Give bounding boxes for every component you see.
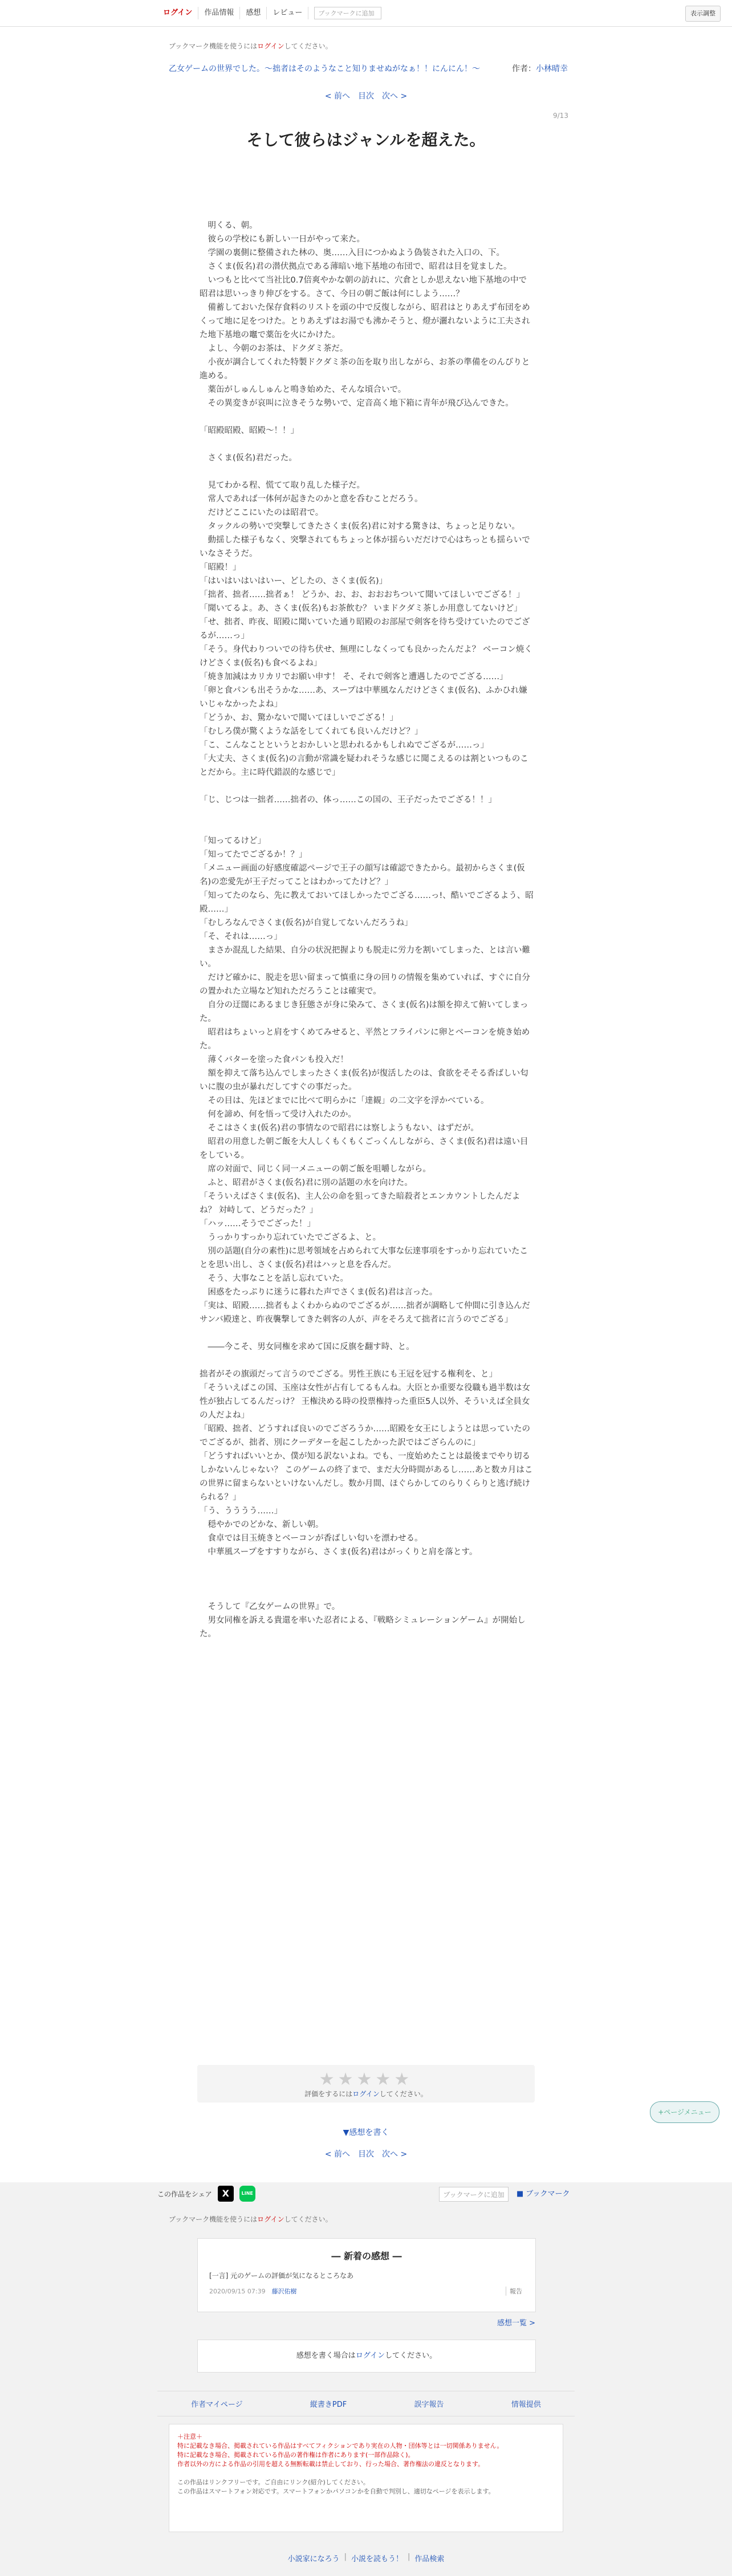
- body-paragraph: 中華風スープをすすりながら、さくま(仮名)君はがっくりと肩を落とす。: [200, 1548, 478, 1557]
- episode-title: そして彼らはジャンルを超えた。: [246, 130, 486, 149]
- recent-reviews-heading: ― 新着の感想 ―: [331, 2251, 402, 2261]
- rating-note-suffix: してください。: [379, 2090, 428, 2098]
- body-paragraph: 「知ってるけど」: [200, 836, 266, 846]
- body-paragraph: 常人であれば一体何が起きたのかと意を呑むことだろう。: [200, 495, 423, 504]
- bookmark-login-link-footer[interactable]: ログイン: [257, 2215, 284, 2223]
- body-paragraph: 昭君の用意した朝ご飯を大人しくもくもくごっくんしながら、さくま(仮名)君は遠い目をしている。: [200, 1137, 528, 1160]
- body-paragraph: 「拙者、拙者……拙者ぁ！ どうか、お、お、おおおちついて聞いてほしいでござる！」: [200, 590, 524, 599]
- body-paragraph: 「焼き加減はカリカリでお願い申す！ そ、それで剣客と遭遇したのでござる……」: [200, 672, 508, 681]
- body-paragraph: ――今こそ、男女同権を求めて国に反旗を翻す時、と。: [200, 1342, 414, 1352]
- body-paragraph: そう、大事なことを話し忘れていた。: [200, 1274, 348, 1283]
- toc-link-bottom[interactable]: 目次: [358, 2150, 374, 2159]
- body-paragraph: 「知ってたでござるか！？」: [200, 850, 307, 859]
- body-paragraph: 彼らの学校にも新しい一日がやって来た。: [200, 235, 365, 244]
- body-paragraph: 「どうすればいいとか、僕が知る訳ないよね。でも、一度始めたことは最後までやり切るしかないんじゃない？ このゲームの終了まで、まだ大分時間があるし……あと数カ月はこの世界に留まらないといけないんだし。数か月間、ほぐらかしてのらりくらりと逃げ続けられる？」: [200, 1452, 533, 1502]
- body-paragraph: だけど確かに、脱走を思い留まって慎重に身の回りの情報を集めていれば、すぐに自分の置かれた立場など知れただろうことは確実で。: [200, 973, 530, 996]
- body-paragraph: 席の対面で、同じく同一メニューの朝ご飯を咀嚼しながら。: [200, 1165, 431, 1174]
- rating-login-link[interactable]: ログイン: [352, 2090, 380, 2098]
- bookmark-login-link[interactable]: ログイン: [257, 42, 284, 50]
- display-settings-button[interactable]: 表示調整: [685, 6, 721, 22]
- body-paragraph: [200, 1573, 534, 1586]
- body-paragraph: 薄くバターを塗った食パンも投入だ！: [200, 1055, 348, 1064]
- bookmark-note2-suffix: してください。: [284, 2215, 332, 2223]
- author-label: 作者：: [512, 64, 536, 74]
- novel-body: [200, 191, 534, 1641]
- bookmark-note-suffix: してください。: [284, 42, 332, 50]
- review-list-link[interactable]: 感想一覧 >: [497, 2319, 536, 2328]
- notice-red-1: 特に記載なき場合、掲載されている作品はすべてフィクションであり実在の人物・団体等とは一切関係ありません。: [177, 2442, 503, 2450]
- line-share-icon[interactable]: LINE: [239, 2186, 255, 2202]
- body-paragraph: さくま(仮名)君の潜伏拠点である薄暗い地下基地の布団で、昭君は目を覚ました。: [200, 262, 512, 271]
- share-label: この作品をシェア: [157, 2190, 212, 2198]
- nav-reviews[interactable]: レビュー: [267, 7, 308, 19]
- login-link[interactable]: ログイン: [157, 7, 198, 19]
- rating-stars[interactable]: ★★★★★: [319, 2069, 413, 2089]
- body-paragraph: 「じ、じつは一拙者……拙者の、体っ……この国の、王子だったでござる！！」: [200, 795, 497, 805]
- body-paragraph: 拙者がその旗頭だって言うのでござる。男性王族にも王冠を冠する権利を、と」: [200, 1370, 497, 1379]
- bottom-link-yomou[interactable]: 小説を読もう！: [351, 2555, 403, 2563]
- body-paragraph: 「どうか、お、驚かないで聞いてほしいでござる！」: [200, 713, 398, 722]
- nav-impressions[interactable]: 感想: [240, 7, 267, 19]
- review-meta: [209, 2287, 297, 2296]
- bookmark-add-header[interactable]: ブックマークに追加: [314, 7, 381, 19]
- body-paragraph: 「卵と食パンも出そうかな……あ、スープは中華風なんだけどさくま(仮名)、ふかひれ嫌いじゃなかったよね」: [200, 686, 527, 709]
- nav-work-info[interactable]: 作品情報: [198, 7, 240, 19]
- page-menu-button[interactable]: +ページメニュー: [650, 2101, 719, 2123]
- body-paragraph: さくま(仮名)君だった。: [200, 454, 297, 463]
- review-author-link[interactable]: 藤沢佑樹: [271, 2288, 297, 2295]
- body-paragraph: [200, 410, 534, 424]
- body-paragraph: 「こ、こんなことというとおかしいと思われるかもしれぬでござるが……っ」: [200, 741, 489, 750]
- chapter-nav-bottom: [0, 2148, 732, 2159]
- body-paragraph: 額を抑えて落ち込んでしまったさくま(仮名)が復活したのは、食欲をそそる香ばしい匂いに腹の虫が暴れだしてすぐの事だった。: [200, 1069, 528, 1092]
- body-paragraph: [200, 820, 534, 834]
- body-paragraph: 男女同権を訴える貴還を率いた忍者による、『戦略シミュレーションゲーム』が開始した。: [200, 1616, 526, 1639]
- top-header: [0, 0, 732, 27]
- body-paragraph: 「はいはいはいはいー、どしたの、さくま(仮名)」: [200, 577, 388, 586]
- author: [512, 63, 568, 74]
- body-paragraph: 「う、うううう……」: [200, 1507, 282, 1516]
- bookmark-note: [169, 41, 332, 51]
- author-link[interactable]: 小林晴幸: [536, 64, 568, 74]
- body-paragraph: その目は、先ほどまでに比べて明らかに「達観」の二文字を浮かべている。: [200, 1096, 489, 1105]
- body-paragraph: [200, 205, 534, 219]
- body-paragraph: 自分の迂闊にあるまじき狂態さが身に染みて、さくま(仮名)は額を抑えて俯いてしまった。: [200, 1001, 528, 1023]
- toc-link[interactable]: 目次: [358, 92, 374, 101]
- body-paragraph: 学園の裏側に整備された林の、奥……入目につかぬよう偽装された入口の、下。: [200, 248, 505, 258]
- bookmark-button[interactable]: ■ ブックマーク: [517, 2190, 570, 2198]
- review-login-prefix: 感想を書く場合は: [296, 2352, 356, 2360]
- body-paragraph: [200, 465, 534, 479]
- review-login-text: [198, 2340, 535, 2372]
- body-paragraph: 「昭殿昭殿、昭殿～！！」: [200, 426, 299, 435]
- body-paragraph: 食卓では目玉焼きとベーコンが香ばしい匂いを漂わせる。: [200, 1534, 423, 1543]
- body-paragraph: ふと、昭君がさくま(仮名)君に別の話題の水を向けた。: [200, 1178, 413, 1187]
- bookmark-add-button[interactable]: ブックマークに追加: [439, 2187, 509, 2202]
- body-paragraph: 薬缶がしゅんしゅんと鳴き始めた、そんな頃合いで。: [200, 385, 406, 394]
- rating-note: [197, 2089, 535, 2099]
- prev-link-bottom[interactable]: < 前へ: [324, 2150, 350, 2159]
- series-title-link[interactable]: 乙女ゲームの世界でした。～拙者はそのようなこと知りませぬがなぁ！！にんにん！～: [169, 64, 480, 74]
- notice-box: [169, 2424, 563, 2532]
- body-paragraph: [200, 1559, 534, 1573]
- body-paragraph: うっかりすっかり忘れていたでござるよ、と。: [200, 1233, 381, 1242]
- body-paragraph: 昭君はちょいっと肩をすくめてみせると、平然とフライパンに卵とベーコンを焼き始めた。: [200, 1028, 530, 1051]
- body-paragraph: 「そ、それは……っ」: [200, 932, 282, 941]
- body-paragraph: [200, 1354, 534, 1367]
- notice-gray-1: この作品はリンクフリーです。ご自由にリンク(紹介)してください。: [177, 2479, 369, 2486]
- body-paragraph: タックルの勢いで突撃してきたさくま(仮名)君に対する驚きは、ちょっと足りない。: [200, 522, 520, 531]
- next-link-bottom[interactable]: 次へ >: [382, 2150, 408, 2159]
- body-paragraph: 困惑をたっぷりに迷うに暮れた声でさくま(仮名)君は言った。: [200, 1288, 438, 1297]
- x-share-icon[interactable]: X: [218, 2186, 234, 2202]
- bottom-link-search[interactable]: 作品検索: [414, 2555, 445, 2563]
- rating-note-text: 評価をするには: [304, 2090, 353, 2098]
- body-paragraph: 動揺した様子もなく、突撃されてもちょっと体が揺らいだだけで心はちっとも揺らいでいなさそうだ。: [200, 536, 530, 558]
- body-paragraph: 別の話題(自分の素性)に思考領域を占められて大事な伝達事項をすっかり忘れていたことを思い出し、さくま(仮名)君はハッと息を呑んだ。: [200, 1247, 528, 1269]
- body-paragraph: 「昭殿！」: [200, 563, 241, 572]
- rating-box: [197, 2065, 535, 2103]
- body-paragraph: [200, 779, 534, 793]
- body-paragraph: 「メニュー画面の好感度確認ページで王子の顔写は確認できたから。最初からさくま(仮名)の恋愛先が王子だってことはわかってたけど？」: [200, 864, 525, 887]
- body-paragraph: 「ハッ……そうでござった！」: [200, 1219, 315, 1228]
- review-login-link[interactable]: ログイン: [355, 2352, 385, 2360]
- body-paragraph: 備蓄しておいた保存食料のリストを頭の中で反復しながら、昭君はとりあえず布団をめくって地に足をつけた。とりあえずはお湯でも沸かそうと、燈が灑れないように工夫された地下基地の竈で薬缶を火にかけた。: [200, 303, 530, 340]
- bottom-links: 小説家になろう | 小説を読もう！ | 作品検索: [287, 2553, 445, 2563]
- body-paragraph: 「大丈夫、さくま(仮名)の言動が常識を疑われそうな感じに聞こえるのは割といつものことだから。主に時代錯誤的な感じで」: [200, 754, 528, 777]
- body-paragraph: その異変きが哀叫に泣きそうな勢いで、定音高く地下箱に青年が飛び込んできた。: [200, 399, 514, 408]
- body-paragraph: そうして『乙女ゲームの世界』で。: [200, 1602, 340, 1611]
- page-count: 9/13: [553, 112, 568, 120]
- chapter-nav-top: [0, 90, 732, 101]
- body-paragraph: そこはさくま(仮名)君の事情なので昭君には察しようもない、はずだが。: [200, 1124, 479, 1133]
- info-provide-link[interactable]: 情報提供: [511, 2401, 541, 2409]
- body-paragraph: 「そういえばこの国、玉座は女性が占有してるもんね。大臣とか重要な役職も過半数は女性が独占してるんだっけ？ 王権決める時の投票権持った重臣5人以外、そういえば全員女の人だよね」: [200, 1383, 530, 1420]
- review-date: 2020/09/15 07:39: [209, 2288, 266, 2295]
- bottom-link-narou[interactable]: 小説家になろう: [287, 2555, 340, 2563]
- body-paragraph: 穏やかでのどかな、新しい朝。: [200, 1520, 324, 1529]
- review-item: [一言] 元のゲームの評価が気になるところなあ: [209, 2272, 354, 2280]
- body-paragraph: だけどここにいたのは昭君で。: [200, 508, 324, 517]
- write-review-link[interactable]: ▼感想を書く: [343, 2128, 389, 2137]
- body-paragraph: まさか混乱した結果、自分の状況把握よりも脱走に労力を割いてしまった、とは言い難い。: [200, 946, 530, 969]
- review-login-box: [197, 2340, 536, 2373]
- body-paragraph: 「昭殿、拙者、どうすれば良いのでござろうか……昭殿を女王にしようとは思っていたのでござるが、拙者、別にクーデターを起こしたかった訳ではござらんのに」: [200, 1424, 530, 1447]
- body-paragraph: 見てわかる程、慌てて取り乱した様子だ。: [200, 481, 365, 490]
- body-paragraph: [200, 438, 534, 451]
- next-link[interactable]: 次へ >: [382, 92, 408, 101]
- body-paragraph: 「むしろ僕が驚くような話をしてくれても良いんだけど？」: [200, 727, 423, 736]
- body-paragraph: 何を諦め、何を悟って受け入れたのか。: [200, 1110, 356, 1119]
- header-nav: [157, 5, 381, 22]
- review-login-suffix: してください。: [385, 2352, 437, 2360]
- body-paragraph: [200, 1586, 534, 1600]
- notice-red-3: 作者以外の方による作品の引用を超える無断転載は禁止しており、行った場合、著作権法の違反となります。: [177, 2460, 485, 2468]
- share-row: [157, 2186, 255, 2202]
- bookmark-note2-text: ブックマーク機能を使うには: [169, 2215, 258, 2223]
- vertical-pdf-link[interactable]: 縦書きPDF: [310, 2401, 347, 2409]
- body-paragraph: [200, 1326, 534, 1340]
- footer-links: [157, 2391, 575, 2416]
- recent-reviews-box: [197, 2238, 536, 2312]
- author-mypage-link[interactable]: 作者マイページ: [191, 2401, 243, 2409]
- typo-report-link[interactable]: 誤字報告: [414, 2401, 444, 2409]
- body-paragraph: 「聞いてるよ。あ、さくま(仮名)もお茶飲む？ いまドクダミ茶しか用意してないけど」: [200, 604, 522, 613]
- body-paragraph: 「知ってたのなら、先に教えておいてほしかったでござる……っ!、酷いでござるよう、昭殿……」: [200, 891, 534, 914]
- notice-title: ＋注意＋: [177, 2433, 202, 2440]
- body-paragraph: よし、今朝のお茶は、ドクダミ茶だ。: [200, 344, 348, 353]
- notice-gray-2: この作品はスマートフォン対応です。スマートフォンかパソコンかを自動で判別し、適切なページを表示します。: [177, 2488, 495, 2495]
- body-paragraph: 明くる、朝。: [200, 221, 258, 230]
- body-paragraph: 「せ、拙者、昨夜、昭殿に聞いていた通り昭殿のお部屋で剣客を待ち受けていたのでござるが……っ」: [200, 618, 530, 640]
- body-paragraph: 「そう。身代わりついでの待ち伏せ、無理にしなくっても良かったんだよ？ ベーコン焼くけどさくま(仮名)も食べるよね」: [200, 645, 532, 668]
- body-paragraph: 小夜が調合してくれた特製ドクダミ茶の缶を取り出しながら、お茶の準備をのんびりと進める。: [200, 358, 530, 381]
- review-report-link[interactable]: 報告: [506, 2287, 522, 2296]
- prev-link[interactable]: < 前へ: [324, 92, 350, 101]
- body-paragraph: 「実は、昭殿……拙者もよくわからぬのでござるが……拙者が調略して仲間に引き込んだサンバ殿達と、昨夜襲撃してきた刺客の人が、声をそろえて拙者に言うのでござる」: [200, 1301, 530, 1324]
- body-paragraph: [200, 807, 534, 820]
- bookmark-note-footer: [169, 2214, 332, 2224]
- body-paragraph: いつもと比べて当社比0.7倍爽やかな朝の訪れに、穴倉としか思えない地下基地の中で昭君は思いっきり伸びをする。さて、今日の朝ご飯は何にしよう……？: [200, 276, 527, 299]
- body-paragraph: [200, 191, 534, 205]
- bookmark-note-text: ブックマーク機能を使うには: [169, 42, 258, 50]
- body-paragraph: 「そういえばさくま(仮名)、主人公の命を狙ってきた暗殺者とエンカウントしたんだよね？ 対峙して、どうだった？」: [200, 1192, 520, 1215]
- notice-red-2: 特に記載なき場合、掲載されている作品の著作権は作者にあります(一部作品除く)。: [177, 2451, 414, 2459]
- body-paragraph: 「むしろなんでさくま(仮名)が自覚してないんだろうね」: [200, 918, 413, 928]
